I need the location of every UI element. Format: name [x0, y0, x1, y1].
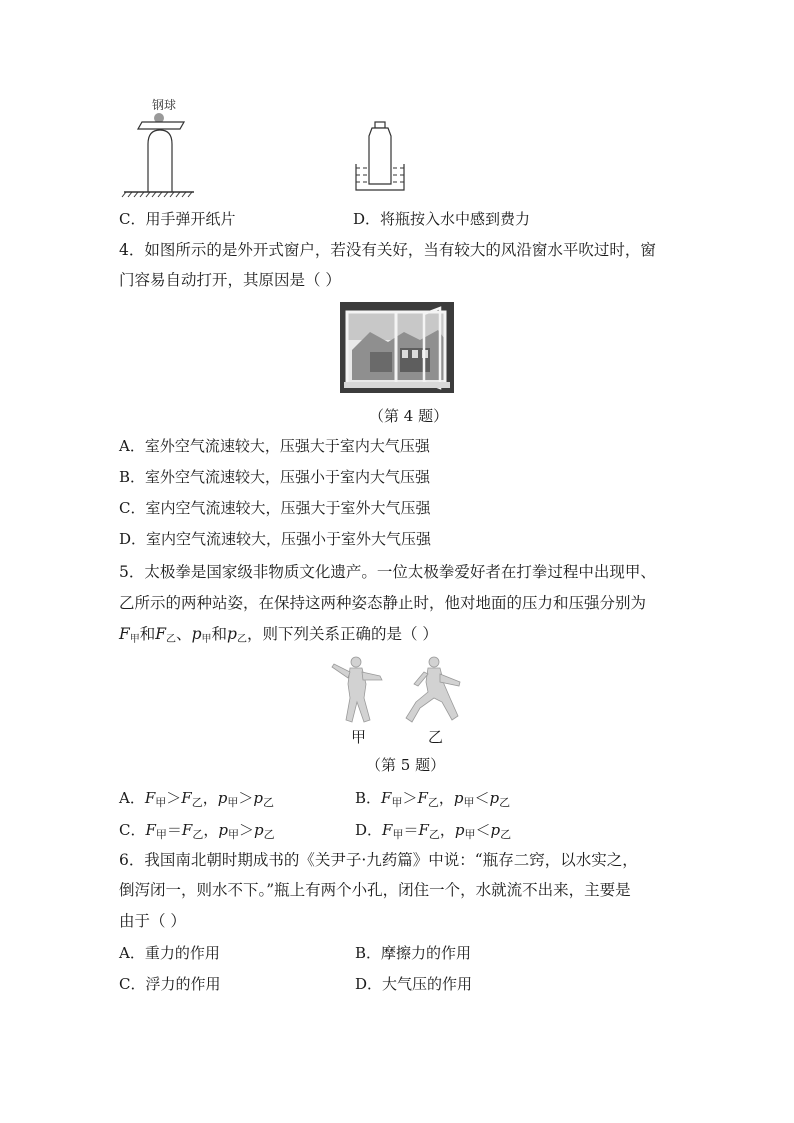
q5-option-a[interactable]: A．$F_甲>F_乙$，$p_甲>p_乙$: [119, 789, 274, 809]
q6-option-d[interactable]: D．大气压的作用: [355, 975, 473, 993]
q5-option-d[interactable]: D．$F_甲=F_乙$，$p_甲<p_乙$: [355, 821, 512, 841]
q3-figure-d: [350, 118, 410, 198]
q5-stem-line3-tail: ，则下列关系正确的是（ ）: [246, 625, 438, 643]
q5-taichi-figure-yi: [404, 654, 466, 726]
q5-stem-line2: 乙所示的两种站姿，在保持这两种姿态静止时，他对地面的压力和压强分别为: [119, 594, 647, 612]
bottle-cap-icon: [375, 122, 385, 128]
q6-stem-line3: 由于（ ）: [119, 912, 186, 930]
bottle-neck-icon: [148, 130, 172, 192]
q6-stem-line2: 倒泻闭一，则水不下。”瓶上有两个小孔，闭住一个，水就流不出来，主要是: [119, 881, 631, 899]
q5-stem-line3: F甲和F乙、p甲和p乙，则下列关系正确的是（ ）: [119, 625, 438, 645]
q4-stem-line2: 门容易自动打开，其原因是（ ）: [119, 271, 341, 289]
q3-figure-c: [118, 92, 198, 198]
q6-option-c[interactable]: C．浮力的作用: [119, 975, 221, 993]
q5-taichi-figure-jia: [330, 654, 386, 726]
q4-stem-line1: 4．如图所示的是外开式窗户，若没有关好，当有较大的风沿窗水平吹过时，窗: [119, 241, 656, 259]
q6-option-b[interactable]: B．摩擦力的作用: [355, 944, 472, 962]
q5-stem-line1: 5．太极拳是国家级非物质文化遗产。一位太极拳爱好者在打拳过程中出现甲、: [119, 563, 656, 581]
q4-option-c[interactable]: C．室内空气流速较大，压强大于室外大气压强: [119, 499, 431, 517]
q4-option-d[interactable]: D．室内空气流速较大，压强小于室外大气压强: [119, 530, 432, 548]
q5-figure-label-yi: 乙: [428, 728, 444, 746]
q3-option-d[interactable]: D．将瓶按入水中感到费力: [353, 210, 531, 228]
q5-figure-caption: （第 5 题）: [366, 756, 446, 774]
q6-stem-line1: 6．我国南北朝时期成书的《关尹子·九药篇》中说：“瓶存二窍，以水实之，: [119, 851, 638, 869]
q4-figure-caption: （第 4 题）: [369, 407, 449, 425]
q5-option-c[interactable]: C．$F_甲=F_乙$，$p_甲>p_乙$: [119, 821, 275, 841]
q3-option-c[interactable]: C．用手弹开纸片: [119, 210, 236, 228]
q6-option-a[interactable]: A．重力的作用: [119, 944, 220, 962]
bottle-icon: [369, 128, 391, 184]
q5-option-b[interactable]: B．$F_甲>F_乙$，$p_甲<p_乙$: [355, 789, 511, 809]
q4-window-photo: [340, 302, 454, 393]
q4-option-b[interactable]: B．室外空气流速较大，压强小于室内大气压强: [119, 468, 431, 486]
paper-card-icon: [138, 122, 184, 129]
q4-option-a[interactable]: A．室外空气流速较大，压强大于室内大气压强: [119, 437, 430, 455]
steel-ball-label: 钢球: [152, 98, 177, 112]
q5-figure-label-jia: 甲: [351, 728, 367, 746]
